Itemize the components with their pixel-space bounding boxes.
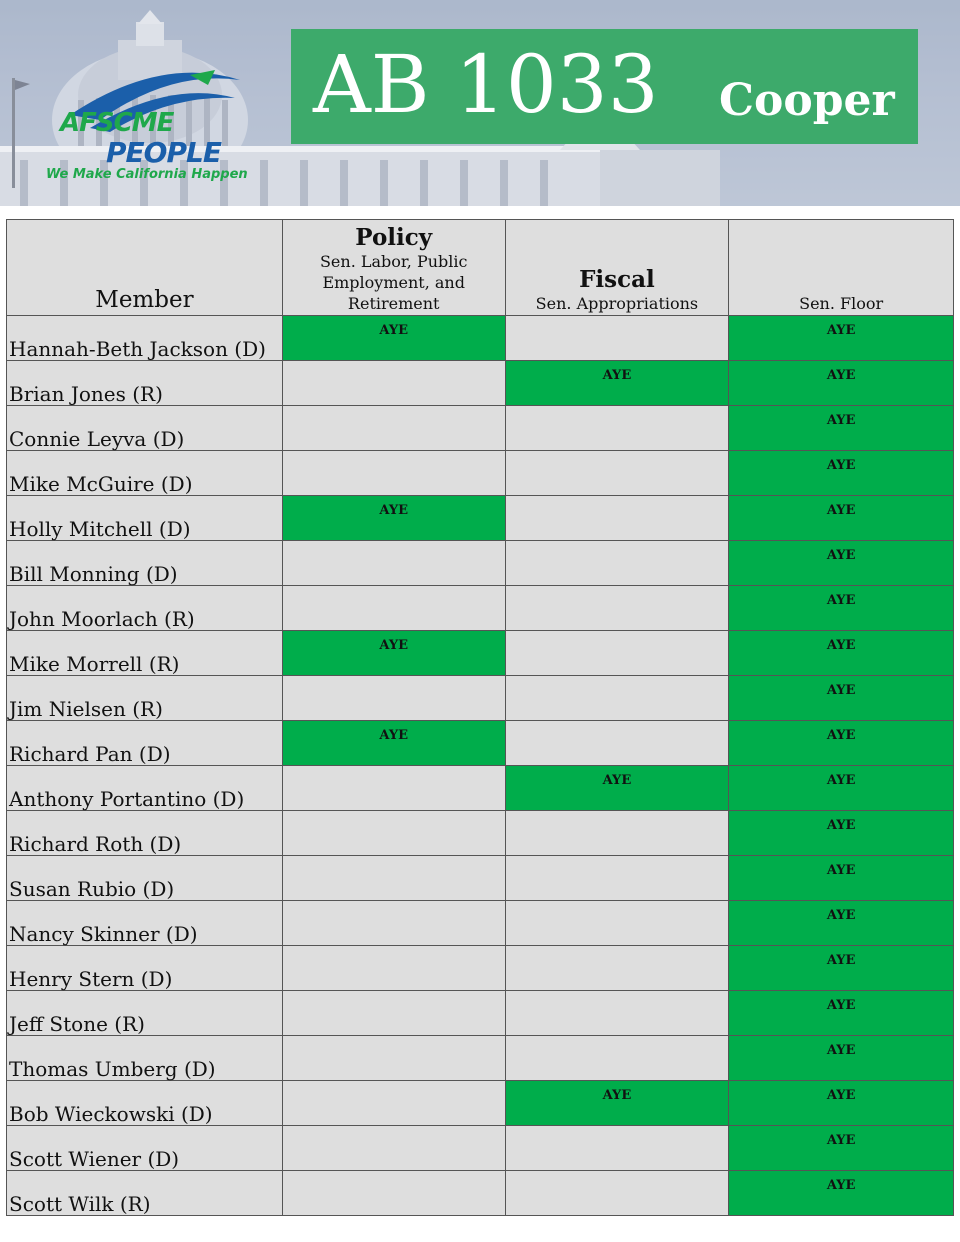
- vote-label: AYE: [826, 683, 856, 698]
- floor-vote-cell: [729, 541, 954, 586]
- fiscal-vote-cell: [505, 586, 729, 631]
- policy-vote-cell: [282, 541, 505, 586]
- member-name-cell: John Moorlach (R): [7, 586, 283, 631]
- fiscal-vote-cell: [505, 856, 729, 901]
- table-row: [7, 451, 954, 496]
- fiscal-vote-cell: [505, 721, 729, 766]
- policy-vote-cell: [282, 361, 505, 406]
- policy-vote-cell: [282, 451, 505, 496]
- policy-vote-cell: [282, 721, 505, 766]
- vote-label: AYE: [826, 323, 856, 338]
- vote-label: AYE: [826, 1043, 856, 1058]
- bill-author: Cooper: [719, 75, 895, 126]
- member-name-cell: Anthony Portantino (D): [7, 766, 283, 811]
- vote-label: AYE: [379, 728, 409, 743]
- logo-people-text: PEOPLE: [106, 136, 221, 169]
- fiscal-vote-cell: [505, 496, 729, 541]
- table-row: [7, 1126, 954, 1171]
- fiscal-vote-cell: [505, 676, 729, 721]
- fiscal-vote-cell: [505, 1081, 729, 1126]
- floor-header-label: Sen. Floor: [799, 294, 884, 313]
- member-name-cell: Mike McGuire (D): [7, 451, 283, 496]
- table-row: [7, 1081, 954, 1126]
- table-row: [7, 676, 954, 721]
- member-name-cell: Richard Pan (D): [7, 721, 283, 766]
- fiscal-vote-cell: [505, 541, 729, 586]
- table-row: [7, 586, 954, 631]
- member-name-cell: Scott Wilk (R): [7, 1171, 283, 1216]
- vote-label: AYE: [379, 503, 409, 518]
- member-name-cell: Jeff Stone (R): [7, 991, 283, 1036]
- vote-label: AYE: [826, 728, 856, 743]
- table-row: [7, 991, 954, 1036]
- floor-vote-cell: [729, 451, 954, 496]
- floor-vote-cell: [729, 811, 954, 856]
- afscme-people-logo: [40, 60, 280, 190]
- vote-label: AYE: [826, 503, 856, 518]
- vote-label: AYE: [826, 368, 856, 383]
- table-row: [7, 766, 954, 811]
- bill-title-box: [291, 29, 918, 144]
- floor-vote-cell: [729, 361, 954, 406]
- fiscal-vote-cell: [505, 766, 729, 811]
- floor-vote-cell: [729, 766, 954, 811]
- fiscal-vote-cell: [505, 991, 729, 1036]
- table-row: [7, 496, 954, 541]
- member-header-label: Member: [95, 287, 194, 313]
- policy-vote-cell: [282, 991, 505, 1036]
- policy-vote-cell: [282, 856, 505, 901]
- floor-vote-cell: [729, 901, 954, 946]
- policy-vote-cell: [282, 1126, 505, 1171]
- vote-label: AYE: [826, 593, 856, 608]
- member-name-cell: Bob Wieckowski (D): [7, 1081, 283, 1126]
- fiscal-vote-cell: [505, 631, 729, 676]
- logo-afscme-text: AFSCME: [60, 108, 174, 138]
- vote-label: AYE: [826, 638, 856, 653]
- vote-label: AYE: [826, 953, 856, 968]
- floor-vote-cell: [729, 406, 954, 451]
- vote-label: AYE: [826, 1088, 856, 1103]
- fiscal-vote-cell: [505, 316, 729, 361]
- policy-header-committee: Sen. Labor, Public Employment, and Retirement: [319, 252, 468, 313]
- vote-label: AYE: [826, 1178, 856, 1193]
- vote-label: AYE: [826, 908, 856, 923]
- column-header-fiscal: [505, 220, 729, 316]
- vote-label: AYE: [379, 323, 409, 338]
- member-name-cell: Thomas Umberg (D): [7, 1036, 283, 1081]
- table-row: [7, 811, 954, 856]
- vote-label: AYE: [826, 818, 856, 833]
- floor-vote-cell: [729, 1081, 954, 1126]
- vote-label: AYE: [826, 863, 856, 878]
- fiscal-header-title: Fiscal: [579, 266, 655, 293]
- table-row: [7, 901, 954, 946]
- member-name-cell: Bill Monning (D): [7, 541, 283, 586]
- floor-vote-cell: [729, 1036, 954, 1081]
- logo-tagline: We Make California Happen: [46, 167, 248, 182]
- member-name-cell: Connie Leyva (D): [7, 406, 283, 451]
- table-row: [7, 406, 954, 451]
- fiscal-header-committee: Sen. Appropriations: [535, 294, 699, 313]
- member-name-cell: Richard Roth (D): [7, 811, 283, 856]
- table-header-row: [7, 220, 954, 316]
- vote-label: AYE: [379, 638, 409, 653]
- fiscal-vote-cell: [505, 1126, 729, 1171]
- table-row: [7, 1036, 954, 1081]
- vote-label: AYE: [826, 413, 856, 428]
- floor-vote-cell: [729, 631, 954, 676]
- vote-label: AYE: [826, 998, 856, 1013]
- policy-vote-cell: [282, 586, 505, 631]
- table-row: [7, 541, 954, 586]
- member-name-cell: Brian Jones (R): [7, 361, 283, 406]
- member-name-cell: Nancy Skinner (D): [7, 901, 283, 946]
- bill-number: AB 1033: [313, 38, 659, 131]
- policy-header-title: Policy: [355, 224, 433, 251]
- policy-vote-cell: [282, 631, 505, 676]
- fiscal-vote-cell: [505, 811, 729, 856]
- member-name-cell: Scott Wiener (D): [7, 1126, 283, 1171]
- fiscal-vote-cell: [505, 406, 729, 451]
- policy-vote-cell: [282, 766, 505, 811]
- vote-table: [6, 219, 954, 1216]
- fiscal-vote-cell: [505, 451, 729, 496]
- header-banner: [0, 0, 960, 206]
- fiscal-vote-cell: [505, 946, 729, 991]
- table-row: [7, 316, 954, 361]
- table-row: [7, 631, 954, 676]
- policy-vote-cell: [282, 1081, 505, 1126]
- policy-vote-cell: [282, 676, 505, 721]
- vote-label: AYE: [602, 773, 632, 788]
- member-name-cell: Mike Morrell (R): [7, 631, 283, 676]
- fiscal-vote-cell: [505, 1171, 729, 1216]
- table-row: [7, 946, 954, 991]
- policy-vote-cell: [282, 811, 505, 856]
- fiscal-vote-cell: [505, 361, 729, 406]
- member-name-cell: Susan Rubio (D): [7, 856, 283, 901]
- member-name-cell: Jim Nielsen (R): [7, 676, 283, 721]
- floor-vote-cell: [729, 1126, 954, 1171]
- column-header-policy: [282, 220, 505, 316]
- policy-vote-cell: [282, 946, 505, 991]
- floor-vote-cell: [729, 676, 954, 721]
- table-row: [7, 361, 954, 406]
- floor-vote-cell: [729, 721, 954, 766]
- column-header-floor: [729, 220, 954, 316]
- floor-vote-cell: [729, 316, 954, 361]
- floor-vote-cell: [729, 991, 954, 1036]
- floor-vote-cell: [729, 856, 954, 901]
- table-row: [7, 721, 954, 766]
- policy-vote-cell: [282, 406, 505, 451]
- vote-label: AYE: [826, 548, 856, 563]
- floor-vote-cell: [729, 1171, 954, 1216]
- policy-vote-cell: [282, 1036, 505, 1081]
- vote-label: AYE: [826, 773, 856, 788]
- vote-label: AYE: [602, 1088, 632, 1103]
- floor-vote-cell: [729, 586, 954, 631]
- vote-label: AYE: [826, 458, 856, 473]
- policy-vote-cell: [282, 316, 505, 361]
- vote-table-body: [7, 316, 954, 1216]
- floor-vote-cell: [729, 946, 954, 991]
- table-row: [7, 1171, 954, 1216]
- vote-label: AYE: [826, 1133, 856, 1148]
- vote-label: AYE: [602, 368, 632, 383]
- policy-vote-cell: [282, 901, 505, 946]
- fiscal-vote-cell: [505, 1036, 729, 1081]
- floor-vote-cell: [729, 496, 954, 541]
- column-header-member: [7, 220, 283, 316]
- member-name-cell: Holly Mitchell (D): [7, 496, 283, 541]
- policy-vote-cell: [282, 496, 505, 541]
- member-name-cell: Henry Stern (D): [7, 946, 283, 991]
- member-name-cell: Hannah-Beth Jackson (D): [7, 316, 283, 361]
- fiscal-vote-cell: [505, 901, 729, 946]
- table-row: [7, 856, 954, 901]
- policy-vote-cell: [282, 1171, 505, 1216]
